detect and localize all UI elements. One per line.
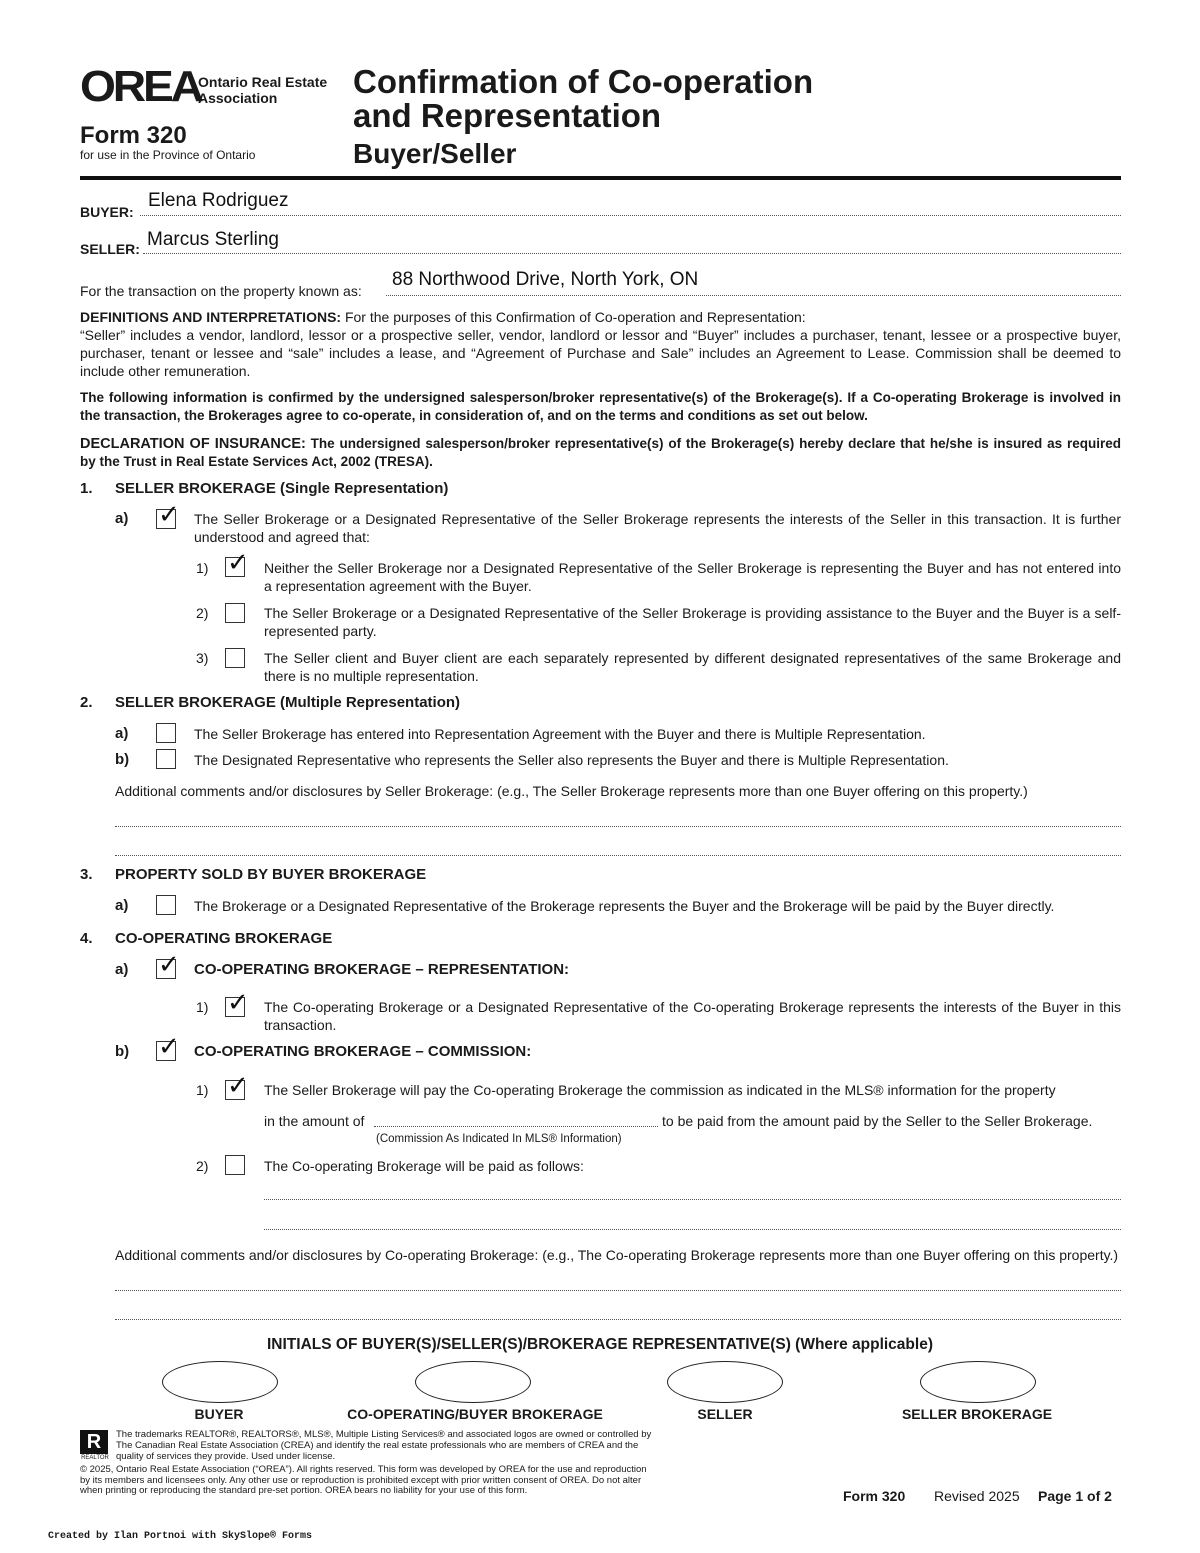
section4-heading: CO-OPERATING BROKERAGE — [115, 930, 333, 947]
section2-comments-line1[interactable] — [115, 826, 1121, 827]
section4-b2-text: The Co-operating Brokerage will be paid as follows: — [264, 1158, 584, 1174]
checkmark-icon: ✓ — [227, 1071, 249, 1101]
section4-a-checkbox[interactable] — [156, 950, 180, 980]
section3-heading: PROPERTY SOLD BY BUYER BROKERAGE — [115, 866, 427, 883]
checkmark-icon: ✓ — [227, 548, 249, 578]
realtor-r-icon: R — [80, 1430, 108, 1454]
section1-sub1-checkbox[interactable] — [225, 548, 249, 578]
section4-b1-checkbox[interactable] — [225, 1071, 249, 1101]
copyright-line3: when printing or reproducing the standard pre-set portion. OREA bears no liability for your use of this form. — [80, 1485, 528, 1496]
section1-sub3-text: The Seller client and Buyer client are each separately represented by different designated representatives of the same Brokerage and there is no multiple representation. — [264, 650, 1121, 684]
org-name-line2: Association — [198, 90, 278, 106]
section4-number: 4. — [80, 930, 93, 947]
section1-heading: SELLER BROKERAGE (Single Representation) — [115, 480, 449, 497]
insurance-body: The undersigned salesperson/broker representative(s) of the Brokerage(s) hereby declare that he/she is insured as required by the Trust in Real Estate Services Act, 2002 (TRESA). — [80, 436, 1121, 469]
definitions-block — [80, 308, 1121, 326]
section1-number: 1. — [80, 480, 93, 497]
section4-b1-amount-suffix: to be paid from the amount paid by the Seller to the Seller Brokerage. — [662, 1113, 1093, 1129]
section1-sub3-checkbox[interactable] — [225, 648, 245, 668]
buyer-initials-oval[interactable] — [162, 1361, 278, 1403]
buyer-line — [140, 215, 1121, 216]
copyright-line2: by its members and licensees only. Any other use or reproduction is prohibited except with prior written consent of OREA. Do not alter — [80, 1474, 642, 1486]
section1-sub3-num: 3) — [196, 650, 209, 666]
seller-initials-label: SELLER — [697, 1406, 753, 1422]
footer-page-number: Page 1 of 2 — [1038, 1488, 1112, 1504]
section4-b2-line2[interactable] — [264, 1229, 1121, 1230]
section4-b1-text: The Seller Brokerage will pay the Co-operating Brokerage the commission as indicated in the MLS® information for the property — [264, 1082, 1056, 1098]
seller-initials-oval[interactable] — [667, 1361, 783, 1403]
checkmark-icon: ✓ — [158, 950, 180, 980]
form-usage: for use in the Province of Ontario — [80, 148, 256, 162]
section4-b2-num: 2) — [196, 1158, 209, 1174]
section4-comments-label: Additional comments and/or disclosures by Co-operating Brokerage: (e.g., The Co-operating Brokerage represents more than one Buyer offering on this property.) — [115, 1247, 1119, 1263]
section4-a1-text: The Co-operating Brokerage or a Designated Representative of the Co-operating Brokerage represents the interests of the Buyer in this transaction. — [264, 999, 1121, 1033]
cooperating-brokerage-initials-oval[interactable] — [415, 1361, 531, 1403]
realtor-logo — [80, 1430, 112, 1464]
initials-heading: INITIALS OF BUYER(S)/SELLER(S)/BROKERAGE REPRESENTATIVE(S) (Where applicable) — [267, 1336, 933, 1353]
definitions-body: “Seller” includes a vendor, landlord, lessor or a prospective seller, vendor, landlord or lessor and “Buyer” includes a purchaser, tenant, lessee or a prospective buyer, purchaser, tenant or lessee and “sale” includes a lease, and “Agreement of Purchase and Sale” includes an Agreement to Lease. Commission shall be deemed to include other remuneration. — [80, 327, 1121, 379]
section3-a-text: The Brokerage or a Designated Representative of the Brokerage represents the Buyer and the Brokerage will be paid by the Buyer directly. — [194, 898, 1055, 914]
section2-comments-line2[interactable] — [115, 855, 1121, 856]
section4-b1-caption: (Commission As Indicated In MLS® Information) — [376, 1133, 622, 1145]
definitions-heading: DEFINITIONS AND INTERPRETATIONS: — [80, 309, 342, 325]
trademark-line1: The trademarks REALTOR®, REALTORS®, MLS®, Multiple Listing Services® and associated logos are owned or controlled by — [116, 1429, 652, 1440]
trademark-line3: quality of services they provide. Used under license. — [116, 1451, 336, 1462]
section1-sub2-text: The Seller Brokerage or a Designated Representative of the Seller Brokerage is providing assistance to the Buyer and the Buyer is a self-represented party. — [264, 605, 1121, 639]
section4-a-label: a) — [115, 961, 129, 978]
section4-b2-checkbox[interactable] — [225, 1155, 245, 1175]
orea-logo-mark: OREA — [80, 62, 201, 111]
definitions-intro: For the purposes of this Confirmation of Co-operation and Representation: — [344, 309, 806, 325]
section2-b-checkbox[interactable] — [156, 749, 176, 769]
section4-b1-num: 1) — [196, 1082, 209, 1098]
section1-sub1-text: Neither the Seller Brokerage nor a Designated Representative of the Seller Brokerage is representing the Buyer and has not entered into a representation agreement with the Buyer. — [264, 560, 1121, 594]
section4-b2-line1[interactable] — [264, 1199, 1121, 1200]
org-name-line1: Ontario Real Estate — [198, 74, 328, 90]
confirmation-text: The following information is confirmed by the undersigned salesperson/broker representative(s) of the Brokerage(s). If a Co-operating Brokerage is involved in the transaction, the Brokerages agree to co-operate, in consideration of, and on the terms and conditions as set out below. — [80, 390, 1121, 423]
checkmark-icon: ✓ — [158, 1032, 180, 1062]
seller-line — [143, 253, 1121, 254]
form-title-line1: Confirmation of Co-operation — [353, 63, 814, 100]
footer-revised: Revised 2025 — [934, 1488, 1020, 1504]
form-number: Form 320 — [80, 122, 187, 149]
form-subtitle: Buyer/Seller — [353, 138, 517, 169]
footer-form-number: Form 320 — [843, 1488, 906, 1504]
section2-number: 2. — [80, 694, 93, 711]
property-field[interactable]: 88 Northwood Drive, North York, ON — [392, 269, 699, 290]
section3-a-checkbox[interactable] — [156, 895, 176, 915]
section1-a-checkbox[interactable] — [156, 500, 180, 530]
seller-field[interactable]: Marcus Sterling — [147, 229, 279, 250]
section1-a-text: The Seller Brokerage or a Designated Representative of the Seller Brokerage represents the interests of the Seller in this transaction. It is further understood and agreed that: — [194, 511, 1121, 545]
header-rule — [80, 176, 1121, 180]
seller-label: SELLER: — [80, 241, 140, 257]
insurance-block — [80, 435, 1121, 471]
section3-a-label: a) — [115, 897, 129, 914]
property-label: For the transaction on the property known as: — [80, 283, 362, 299]
section4-b-checkbox[interactable] — [156, 1032, 180, 1062]
buyer-initials-label: BUYER — [194, 1406, 244, 1422]
seller-brokerage-initials-label: SELLER BROKERAGE — [901, 1406, 1053, 1422]
buyer-field[interactable]: Elena Rodriguez — [148, 190, 289, 211]
section4-b-heading: CO-OPERATING BROKERAGE – COMMISSION: — [194, 1043, 532, 1060]
cooperating-brokerage-initials-label: CO-OPERATING/BUYER BROKERAGE — [347, 1406, 603, 1422]
buyer-label: BUYER: — [80, 204, 134, 220]
section1-sub2-checkbox[interactable] — [225, 603, 245, 623]
section4-b1-amount-field[interactable] — [374, 1126, 658, 1127]
copyright-notice — [80, 1465, 647, 1497]
trademark-notice — [116, 1429, 651, 1451]
seller-brokerage-initials-oval[interactable] — [920, 1361, 1036, 1403]
section1-sub1-num: 1) — [196, 560, 209, 576]
created-by-note: Created by Ilan Portnoi with SkySlope® Forms — [48, 1531, 313, 1542]
trademark-line2: The Canadian Real Estate Association (CREA) and identify the real estate professionals who are members of CREA and the — [116, 1440, 639, 1451]
section1-sub2-num: 2) — [196, 605, 209, 621]
orea-logo — [80, 62, 330, 111]
section4-b1-amount-prefix: in the amount of — [264, 1113, 365, 1129]
section3-number: 3. — [80, 866, 93, 883]
section2-heading: SELLER BROKERAGE (Multiple Representation) — [115, 694, 461, 711]
section4-a1-num: 1) — [196, 999, 209, 1015]
realtor-logo-text: REALTOR — [81, 1455, 109, 1461]
section4-a-heading: CO-OPERATING BROKERAGE – REPRESENTATION: — [194, 961, 570, 978]
section2-a-label: a) — [115, 725, 129, 742]
section2-comments-label: Additional comments and/or disclosures by Seller Brokerage: (e.g., The Seller Brokerage represents more than one Buyer offering on this property.) — [115, 783, 1028, 799]
insurance-heading: DECLARATION OF INSURANCE: — [80, 436, 306, 452]
section4-comments-line1[interactable] — [115, 1290, 1121, 1291]
section4-comments-line2[interactable] — [115, 1319, 1121, 1320]
property-line — [386, 295, 1121, 296]
section4-a1-checkbox[interactable] — [225, 988, 249, 1018]
form-title-line2: and Representation — [353, 97, 662, 134]
checkmark-icon: ✓ — [227, 988, 249, 1018]
section2-a-checkbox[interactable] — [156, 723, 176, 743]
copyright-line1: © 2025, Ontario Real Estate Association (“OREA”). All rights reserved. This form was developed by OREA for the use and reproduction — [80, 1464, 647, 1475]
section2-a-text: The Seller Brokerage has entered into Representation Agreement with the Buyer and there is Multiple Representation. — [194, 726, 926, 742]
section4-b-label: b) — [115, 1043, 130, 1060]
checkmark-icon: ✓ — [158, 500, 180, 530]
section1-a-label: a) — [115, 510, 129, 527]
section2-b-text: The Designated Representative who represents the Seller also represents the Buyer and there is Multiple Representation. — [194, 752, 949, 768]
section2-b-label: b) — [115, 751, 130, 768]
